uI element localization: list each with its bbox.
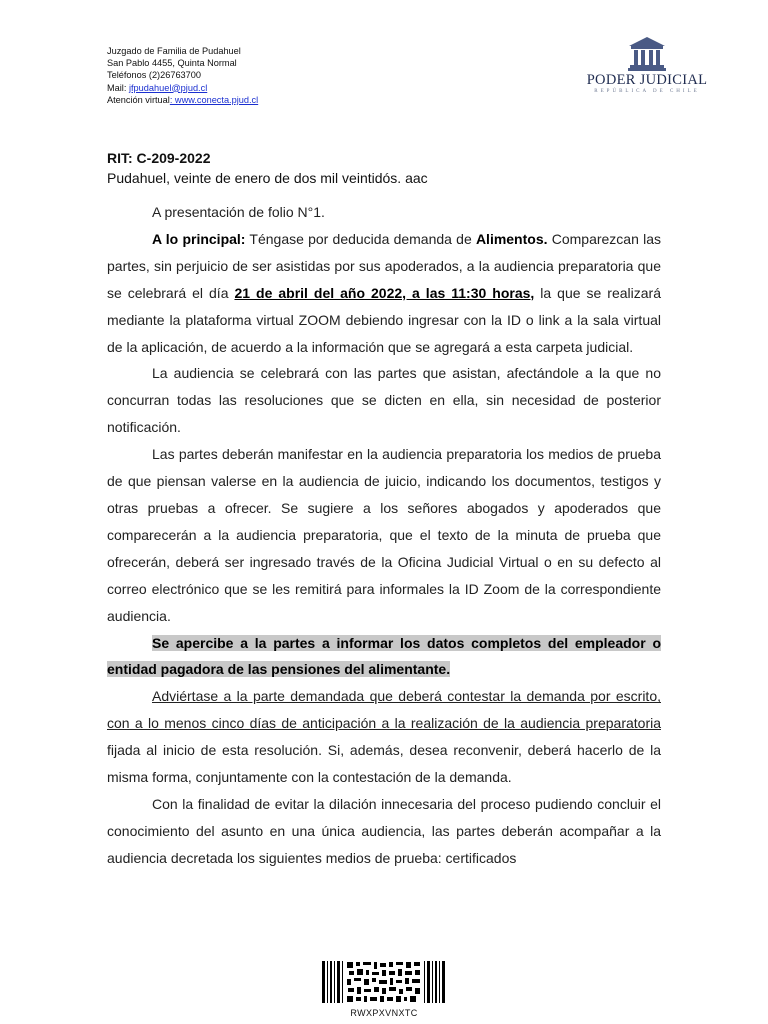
paragraph-attendance: La audiencia se celebrará con las partes que asistan, afectándole a la que no concurran todas las resoluciones que se dicten en ella, sin necesidad de posterior notificación. — [107, 365, 661, 436]
court-contact-block — [107, 45, 367, 106]
barcode-graphic — [320, 961, 448, 1003]
principal-text-c: la que se realizará mediante la plataforma virtual ZOOM debiendo ingresar con la ID o link a la sala virtual de la aplicación, de acuerdo a la información que se agregará a esta carpeta judicial. — [107, 284, 661, 355]
logo-name: PODER JUDICIAL — [586, 72, 708, 88]
paragraph-principal — [107, 226, 661, 361]
court-mail-row — [107, 82, 367, 94]
principal-heading: A lo principal: — [152, 230, 246, 247]
logo-subtitle: REPÚBLICA DE CHILE — [594, 89, 700, 94]
paragraph-folio: A presentación de folio N°1. — [152, 204, 325, 220]
court-virtual-link[interactable]: : www.conecta.pjud.cl — [169, 94, 259, 105]
principal-text-a: Téngase por deducida demanda de — [245, 230, 476, 247]
answer-notice-underlined: Adviértase a la parte demandada que deberá contestar la demanda por escrito, con a lo menos cinco días de anticipación a la realización de la audiencia preparatoria — [107, 688, 661, 732]
court-mail-link[interactable]: jfpudahuel@pjud.cl — [128, 82, 208, 93]
case-rit: RIT: C-209-2022 — [107, 150, 211, 166]
dateline: Pudahuel, veinte de enero de dos mil veintidós. aac — [107, 170, 428, 186]
poder-judicial-logo — [584, 36, 710, 100]
paragraph-answer-notice — [107, 683, 661, 791]
court-virtual-row — [107, 94, 367, 106]
employer-warning-text: Se apercibe a la partes a informar los datos completos del empleador o entidad pagadora de las pensiones del alimentante. — [107, 634, 661, 678]
hearing-date: 21 de abril del año 2022, a las 11:30 horas, — [234, 284, 535, 301]
court-address: San Pablo 4455, Quinta Normal — [107, 58, 237, 69]
resolution-body — [107, 199, 661, 872]
courthouse-icon — [627, 36, 667, 72]
verification-barcode — [319, 961, 449, 1018]
barcode-caption: RWXPXVNXTC — [350, 1008, 418, 1018]
paragraph-employer-warning — [107, 630, 661, 684]
principal-subject: Alimentos. — [475, 230, 548, 247]
court-mail-label: Mail: — [107, 82, 129, 93]
principal-text-b: Comparezcan las partes, sin perjuicio de ser asistidas por sus apoderados, a la audiencia preparatoria que se celebrará el día — [107, 230, 661, 301]
paragraph-evidence-requirements: Con la finalidad de evitar la dilación innecesaria del proceso pudiendo concluir el conocimiento del asunto en una única audiencia, las partes deberán acompañar a la audiencia decretada los siguientes medios de prueba: certificados — [107, 795, 661, 866]
paragraph-evidence: Las partes deberán manifestar en la audiencia preparatoria los medios de prueba de que piensan valerse en la audiencia de juicio, indicando los documentos, testigos y otras pruebas a ofrecer. Se sugiere a los señores abogados y apoderados que comparecerán a la audiencia preparatoria, que el texto de la minuta de prueba que ofrecerán, deberá ser ingresado través de la Oficina Judicial Virtual o en su defecto al correo electrónico que se les remitirá para informales la ID Zoom de la correspondiente audiencia. — [107, 446, 661, 624]
court-name: Juzgado de Familia de Pudahuel — [107, 46, 241, 56]
court-phone: Teléfonos (2)26763700 — [107, 70, 201, 81]
answer-notice-text: fijada al inicio de esta resolución. Si, además, desea reconvenir, deberá hacerlo de la misma forma, conjuntamente con la contestación de la demanda. — [107, 742, 661, 786]
court-virtual-label: Atención virtual — [107, 94, 170, 105]
